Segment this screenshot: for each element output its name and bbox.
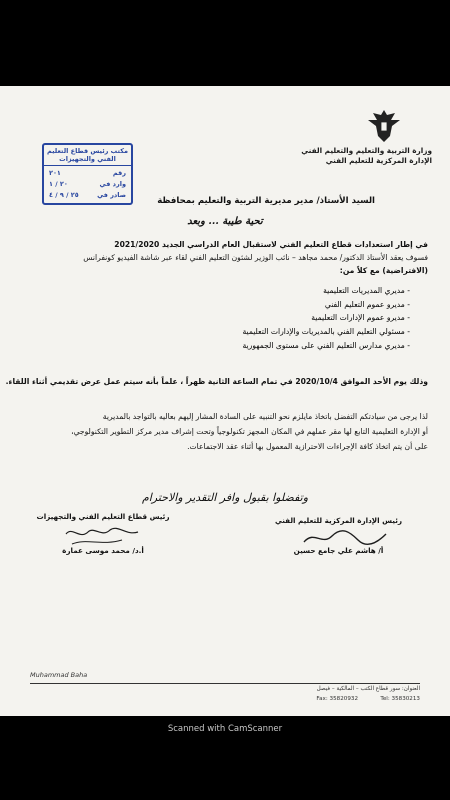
para3-line1: لذا يرجى من سيادتكم التفضل باتخاذ مايلزم نحو التنبيه على السادة المشار إليهم بعاليه بالتواجد بالمديرية — [102, 412, 428, 421]
attendees-list — [242, 284, 428, 353]
letter-page — [0, 86, 450, 716]
right-signature-title: رئيس الإدارة المركزية للتعليم الفني — [274, 516, 403, 525]
left-signature-title: رئيس قطاع التعليم الفني والتجهيزات — [36, 512, 170, 521]
recipient-line: السيد الأستاذ/ مدير مديرية التربية والتعليم بمحافظة — [157, 196, 375, 206]
stamp-number-label: رقم — [112, 169, 126, 177]
list-item: - مسئولي التعليم الفني بالمديريات والإدارات التعليمية — [242, 325, 428, 339]
incoming-stamp — [42, 143, 133, 205]
list-item: - مديري مدارس التعليم الفني على مستوى الجمهورية — [242, 339, 428, 353]
meeting-date-paragraph: وذلك يوم الأحد الموافق 2020/10/4 في تمام الساعة الثانية ظهراً ، علماً بأنه سيتم عمل عرض تقديمي أثناء اللقاء. — [5, 377, 428, 386]
stamp-incoming-value: ٢٠ / ١ — [49, 180, 68, 188]
stamp-incoming-label: وارد في — [99, 180, 126, 188]
stamp-row-outgoing — [44, 188, 131, 199]
ministry-name: وزارة التربية والتعليم والتعليم الفني — [301, 146, 432, 155]
egypt-eagle-emblem-icon — [364, 106, 404, 146]
left-signature-name: أ.د/ محمد موسى عمارة — [62, 546, 144, 555]
para1-line3: (الافتراضية) مع كلاً من: — [339, 266, 428, 275]
footer-address: العنوان: سور قطاع الكتب – المالكية – فيصل — [316, 686, 420, 692]
para1-line2: فسوف يعقد الأستاذ الدكتور/ محمد مجاهد – نائب الوزير لشئون التعليم الفني لقاء عبر شاشة الفيديو كونفرانس — [83, 253, 428, 262]
stamp-number-value: ٢٠١ — [49, 169, 61, 177]
right-handwritten-signature — [300, 528, 390, 548]
left-handwritten-signature — [62, 524, 142, 548]
closing-line: وتفضلوا بقبول وافر التقدير والاحترام — [141, 491, 309, 504]
stamp-outgoing-value: ٢٥ / ٩ / ٤ — [49, 191, 79, 199]
stamp-outgoing-label: صادر في — [97, 191, 126, 199]
right-signature-name: أ/ هاشم علي جامع حسين — [293, 546, 384, 555]
list-item: - مديرو عموم الإدارات التعليمية — [242, 311, 428, 325]
para3-line2: أو الإدارة التعليمية التابع لها مقر عملهم في المكان المجهز تكنولوجياً وتحت إشراف مدير مركز التطوير التكنولوجي، — [71, 427, 428, 436]
list-item: - مديري المديريات التعليمية — [242, 284, 428, 298]
department-name: الإدارة المركزية للتعليم الفني — [325, 156, 432, 165]
footer-divider — [30, 683, 420, 684]
stamp-row-incoming — [44, 177, 131, 188]
footer-tel: Tel: 35830213 — [380, 696, 420, 702]
ministry-header — [301, 146, 432, 166]
footer-fax: Fax: 35820932 — [316, 696, 358, 702]
greeting: تحية طيبة ... وبعد — [187, 216, 263, 227]
stamp-title: مكتب رئيس قطاع التعليم الفني والتجهيزات — [44, 145, 131, 166]
para1-line1: في إطار استعدادات قطاع التعليم الفني لاستقبال العام الدراسي الجديد 2021/2020 — [114, 240, 428, 249]
para3-line3: على أن يتم اتخاذ كافة الإجراءات الاحترازية المعمول بها أثناء عقد الاجتماعات. — [187, 442, 428, 451]
typist-name: Muhammad Baha — [30, 671, 88, 679]
list-item: - مديرو عموم التعليم الفني — [242, 298, 428, 312]
camscanner-watermark: Scanned with CamScanner — [167, 724, 283, 734]
stamp-row-number — [44, 166, 131, 177]
